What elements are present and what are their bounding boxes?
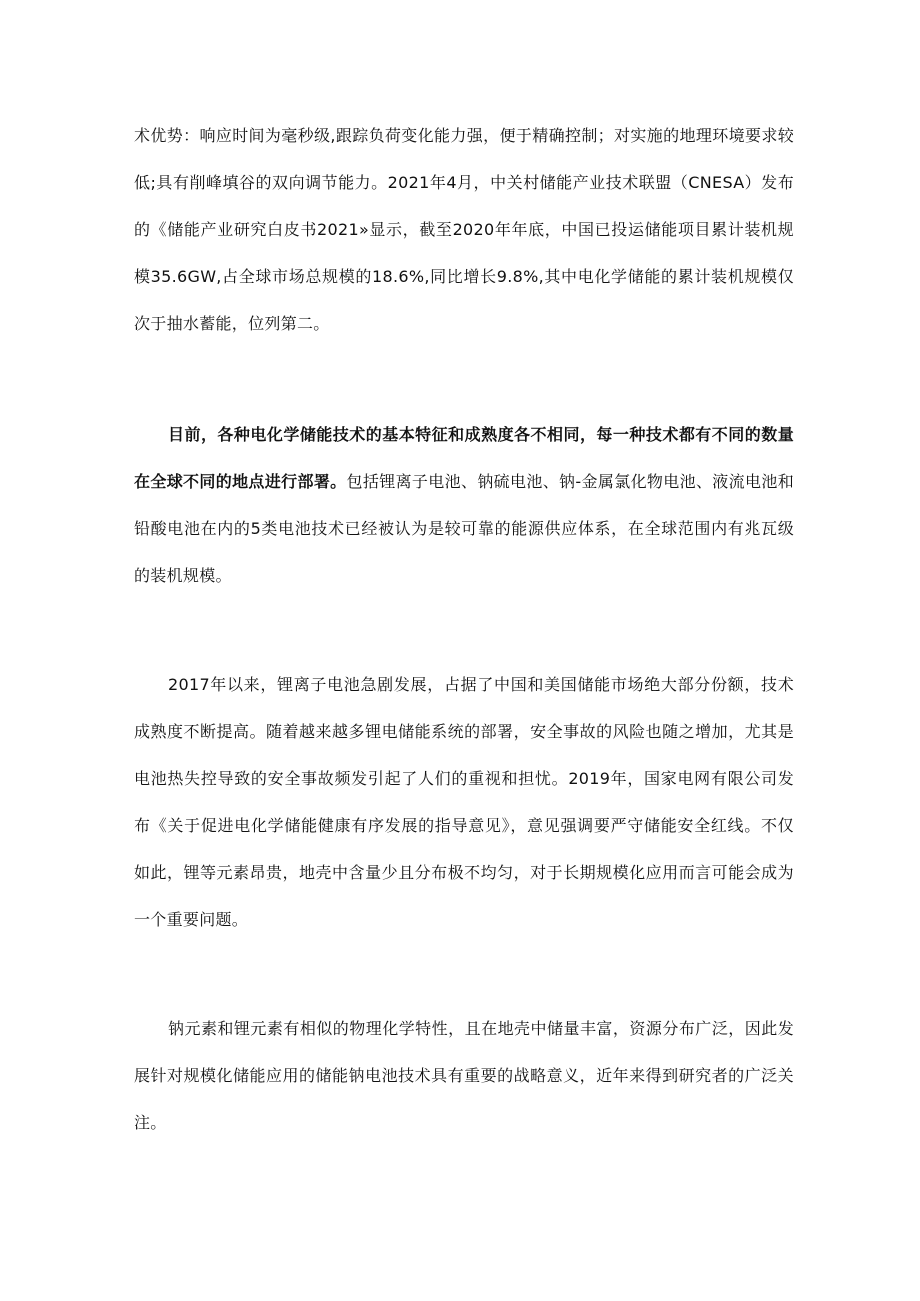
paragraph-4 (134, 1005, 794, 1146)
document-page (134, 112, 794, 1146)
paragraph-4-text: 钠元素和锂元素有相似的物理化学特性，且在地壳中储量丰富，资源分布广泛，因此发展针对规模化储能应用的储能钠电池技术具有重要的战略意义，近年来得到研究者的广泛关注。 (134, 1019, 794, 1132)
paragraph-2 (134, 411, 794, 599)
paragraph-3 (134, 661, 794, 943)
paragraph-2-bold-text: 目前，各种电化学储能技术的基本特征和成熟度各不相同，每一种技术都有不同的数量在全球不同的地点进行部署。 (134, 425, 794, 491)
paragraph-2-text: 包括锂离子电池、钠硫电池、钠-金属氯化物电池、液流电池和铅酸电池在内的5类电池技术已经被认为是较可靠的能源供应体系，在全球范围内有兆瓦级的装机规模。 (134, 472, 794, 585)
paragraph-1-text: 术优势：响应时间为毫秒级,跟踪负荷变化能力强，便于精确控制；对实施的地理环境要求较低;具有削峰填谷的双向调节能力。2021年4月，中关村储能产业技术联盟（CNESA）发布的《储能产业研究白皮书2021»显示，截至2020年年底，中国已投运储能项目累计装机规模35.6GW,占全球市场总规模的18.6%,同比增长9.8%,其中电化学储能的累计装机规模仅次于抽水蓄能，位列第二。 (134, 126, 794, 333)
paragraph-3-text: 2017年以来，锂离子电池急剧发展，占据了中国和美国储能市场绝大部分份额，技术成熟度不断提高。随着越来越多锂电储能系统的部署，安全事故的风险也随之增加，尤其是电池热失控导致的安全事故频发引起了人们的重视和担忧。2019年，国家电网有限公司发布《关于促进电化学储能健康有序发展的指导意见》，意见强调要严守储能安全红线。不仅如此，锂等元素昂贵，地壳中含量少且分布极不均匀，对于长期规模化应用而言可能会成为一个重要问题。 (134, 675, 794, 929)
paragraph-1 (134, 112, 794, 347)
